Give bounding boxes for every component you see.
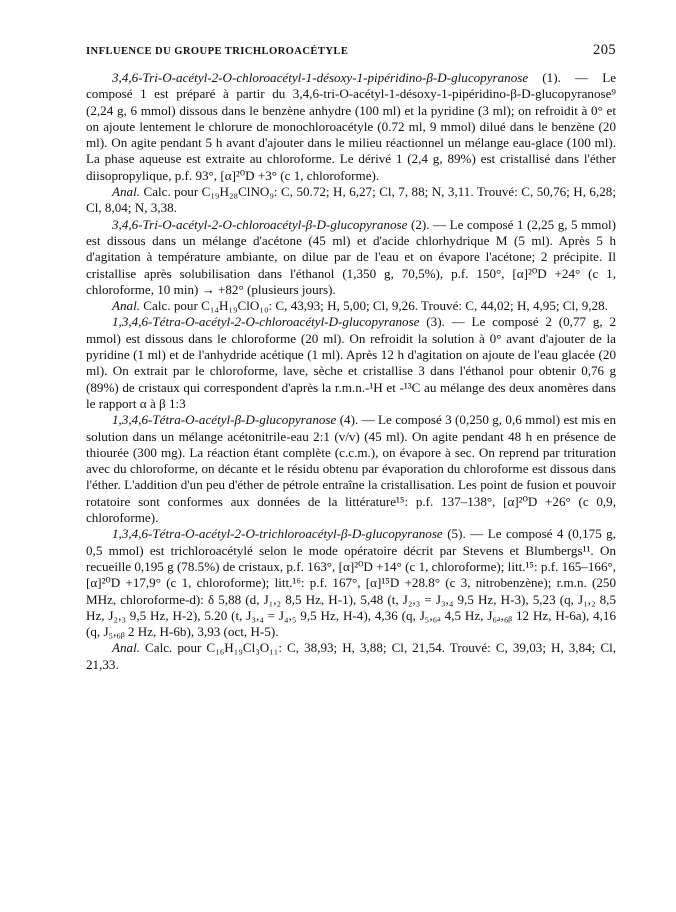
paragraph-text: (4). — Le composé 3 (0,250 g, 0,6 mmol) est mis en solution dans un mélange acétonitrile-eau 2:1 (v/v) (45 ml). On agite pendant 48 h en présence de thiourée (300 mg). La réaction étant complète (c.c.m.), on évapore à sec. On reprend par trituration avec du chloroforme, on décante et le résidu obtenu par évaporation du chloroforme est dissous dans l'éther. L'addition d'un peu d'éther de pétrole entraîne la cristallisation. Les point de fusion et pouvoir rotatoire sont conformes aux données de la littérature¹⁵: p.f. 137–138°, [α]²⁰D +26° (c 0,9, chloroforme). [86, 412, 616, 526]
compound-title: 3,4,6-Tri-O-acétyl-2-O-chloroacétyl-1-désoxy-1-pipéridino-β-D-glucopyranose [112, 70, 529, 85]
paragraph-text: Calc. pour C₁₄H₁₉ClO₁₀: C, 43,93; H, 5,00; Cl, 9,26. Trouvé: C, 44,02; H, 4,95; Cl, 9,28. [140, 298, 608, 314]
paragraph-compound-2 [86, 217, 616, 298]
article-body [86, 70, 616, 673]
paragraph-text: Calc. pour C₁₆H₁₉Cl₃O₁₁: C, 38,93; H, 3,88; Cl, 21,54. Trouvé: C, 39,03; H, 3,84; Cl, 21,33. [86, 640, 616, 672]
paragraph-analysis-5 [86, 640, 616, 673]
compound-title: 1,3,4,6-Tétra-O-acétyl-β-D-glucopyranose [112, 412, 337, 428]
analysis-label: Anal. [112, 640, 141, 656]
paragraph-text: (1). — Le composé 1 est préparé à partir du 3,4,6-tri-O-acétyl-1-désoxy-1-pipéridino-β-D-glucopyranose⁹ (2,24 g, 6 mmol) dissous dans le benzène anhydre (100 ml) et la pyridine (3 ml); on refroidit à 0° et on ajoute lentement le chlorure de monochloroacétyle (0.72 ml, 9 mmol) dilué dans le benzène (20 ml). On agite pendant 5 h avant d'ajouter dans le milieu réactionnel un mélange eau-glace (100 ml). La phase aqueuse est extraite au chloroforme. Le dérivé 1 (2,4 g, 89%) est cristallisé dans l'éther diisopropylique, p.f. 93°, [α]²⁰D +3° (c 1, chloroforme). [86, 70, 616, 183]
paragraph-text: Calc. pour C₁₉H₂₈ClNO₉: C, 50.72; H, 6,27; Cl, 7, 88; N, 3,11. Trouvé: C, 50,76; H, 6,28; Cl, 8,04; N, 3,38. [86, 184, 616, 216]
paragraph-analysis-2 [86, 298, 616, 314]
running-head: INFLUENCE DU GROUPE TRICHLOROACÉTYLE [86, 46, 349, 57]
paragraph-text: (2). — Le composé 1 (2,25 g, 5 mmol) est dissous dans un mélange d'acétone (45 ml) et d'acide chlorhydrique M (5 ml). Après 5 h d'agitation à température ambiante, on dilue par de l'eau et on évapore l'acétone; 2 précipite. Il cristallise après solubilisation dans l'éthanol (1,350 g, 70,5%), p.f. 150°, [α]²⁰D +24° (c 1, chloroforme, 10 min) → +82° (plusieurs jours). [86, 216, 616, 297]
paragraph-compound-3 [86, 314, 616, 412]
paragraph-analysis-1 [86, 184, 616, 217]
compound-title: 1,3,4,6-Tétra-O-acétyl-2-O-chloroacétyl-D-glucopyranose [112, 314, 420, 330]
paragraph-compound-5 [86, 526, 616, 640]
analysis-label: Anal. [112, 298, 141, 314]
compound-title: 1,3,4,6-Tétra-O-acétyl-2-O-trichloroacétyl-β-D-glucopyranose [112, 526, 443, 542]
paragraph-compound-1 [86, 70, 616, 184]
paragraph-compound-4 [86, 412, 616, 526]
page-number: 205 [593, 42, 616, 58]
paragraph-text: (3). — Le composé 2 (0,77 g, 2 mmol) est dissous dans le chloroforme (20 ml). On refroidit la solution à 0° avant d'ajouter de la pyridine (1 ml) et de l'anhydride acétique (1 ml). Après 12 h d'agitation on ajoute de l'eau glacée (20 ml). On extrait par le chloroforme, lave, sèche et cristallise 3 dans l'éthanol pour obtenir 0,76 g (89%) de cristaux qui correspondent d'après la r.m.n.-¹H et -¹³C au mélange des deux anomères dans le rapport α à β 1:3 [86, 314, 616, 411]
compound-title: 3,4,6-Tri-O-acétyl-2-O-chloroacétyl-β-D-glucopyranose [112, 216, 408, 232]
paragraph-text: (5). — Le composé 4 (0,175 g, 0,5 mmol) est trichloroacétylé selon le mode opératoire décrit par Stevens et Blumbergs¹¹. On recueille 0,195 g (78.5%) de cristaux, p.f. 163°, [α]²⁰D +14° (c 1, chloroforme); litt.¹⁵: p.f. 165–166°, [α]²⁰D +17,9° (c 1, chloroforme); litt.¹⁶: p.f. 167°, [α]¹⁵D +28.8° (c 3, nitrobenzène); r.m.n. (250 MHz, chloroforme-d): δ 5,88 (d, J₁,₂ 8,5 Hz, H-1), 5,48 (t, J₂,₃ = J₃,₄ 9,5 Hz, H-3), 5,23 (q, J₁,₂ 8,5 Hz, J₂,₃ 9,5 Hz, H-2), 5.20 (t, J₃,₄ = J₄,₅ 9,5 Hz, H-4), 4,36 (q, J₅,₆ₐ 4,5 Hz, J₆ₐ,₆ᵦ 12 Hz, H-6a), 4,16 (q, J₅,₆ᵦ 2 Hz, H-6b), 3,93 (oct, H-5). [86, 526, 616, 640]
page-header [86, 44, 616, 60]
analysis-label: Anal. [112, 184, 141, 200]
